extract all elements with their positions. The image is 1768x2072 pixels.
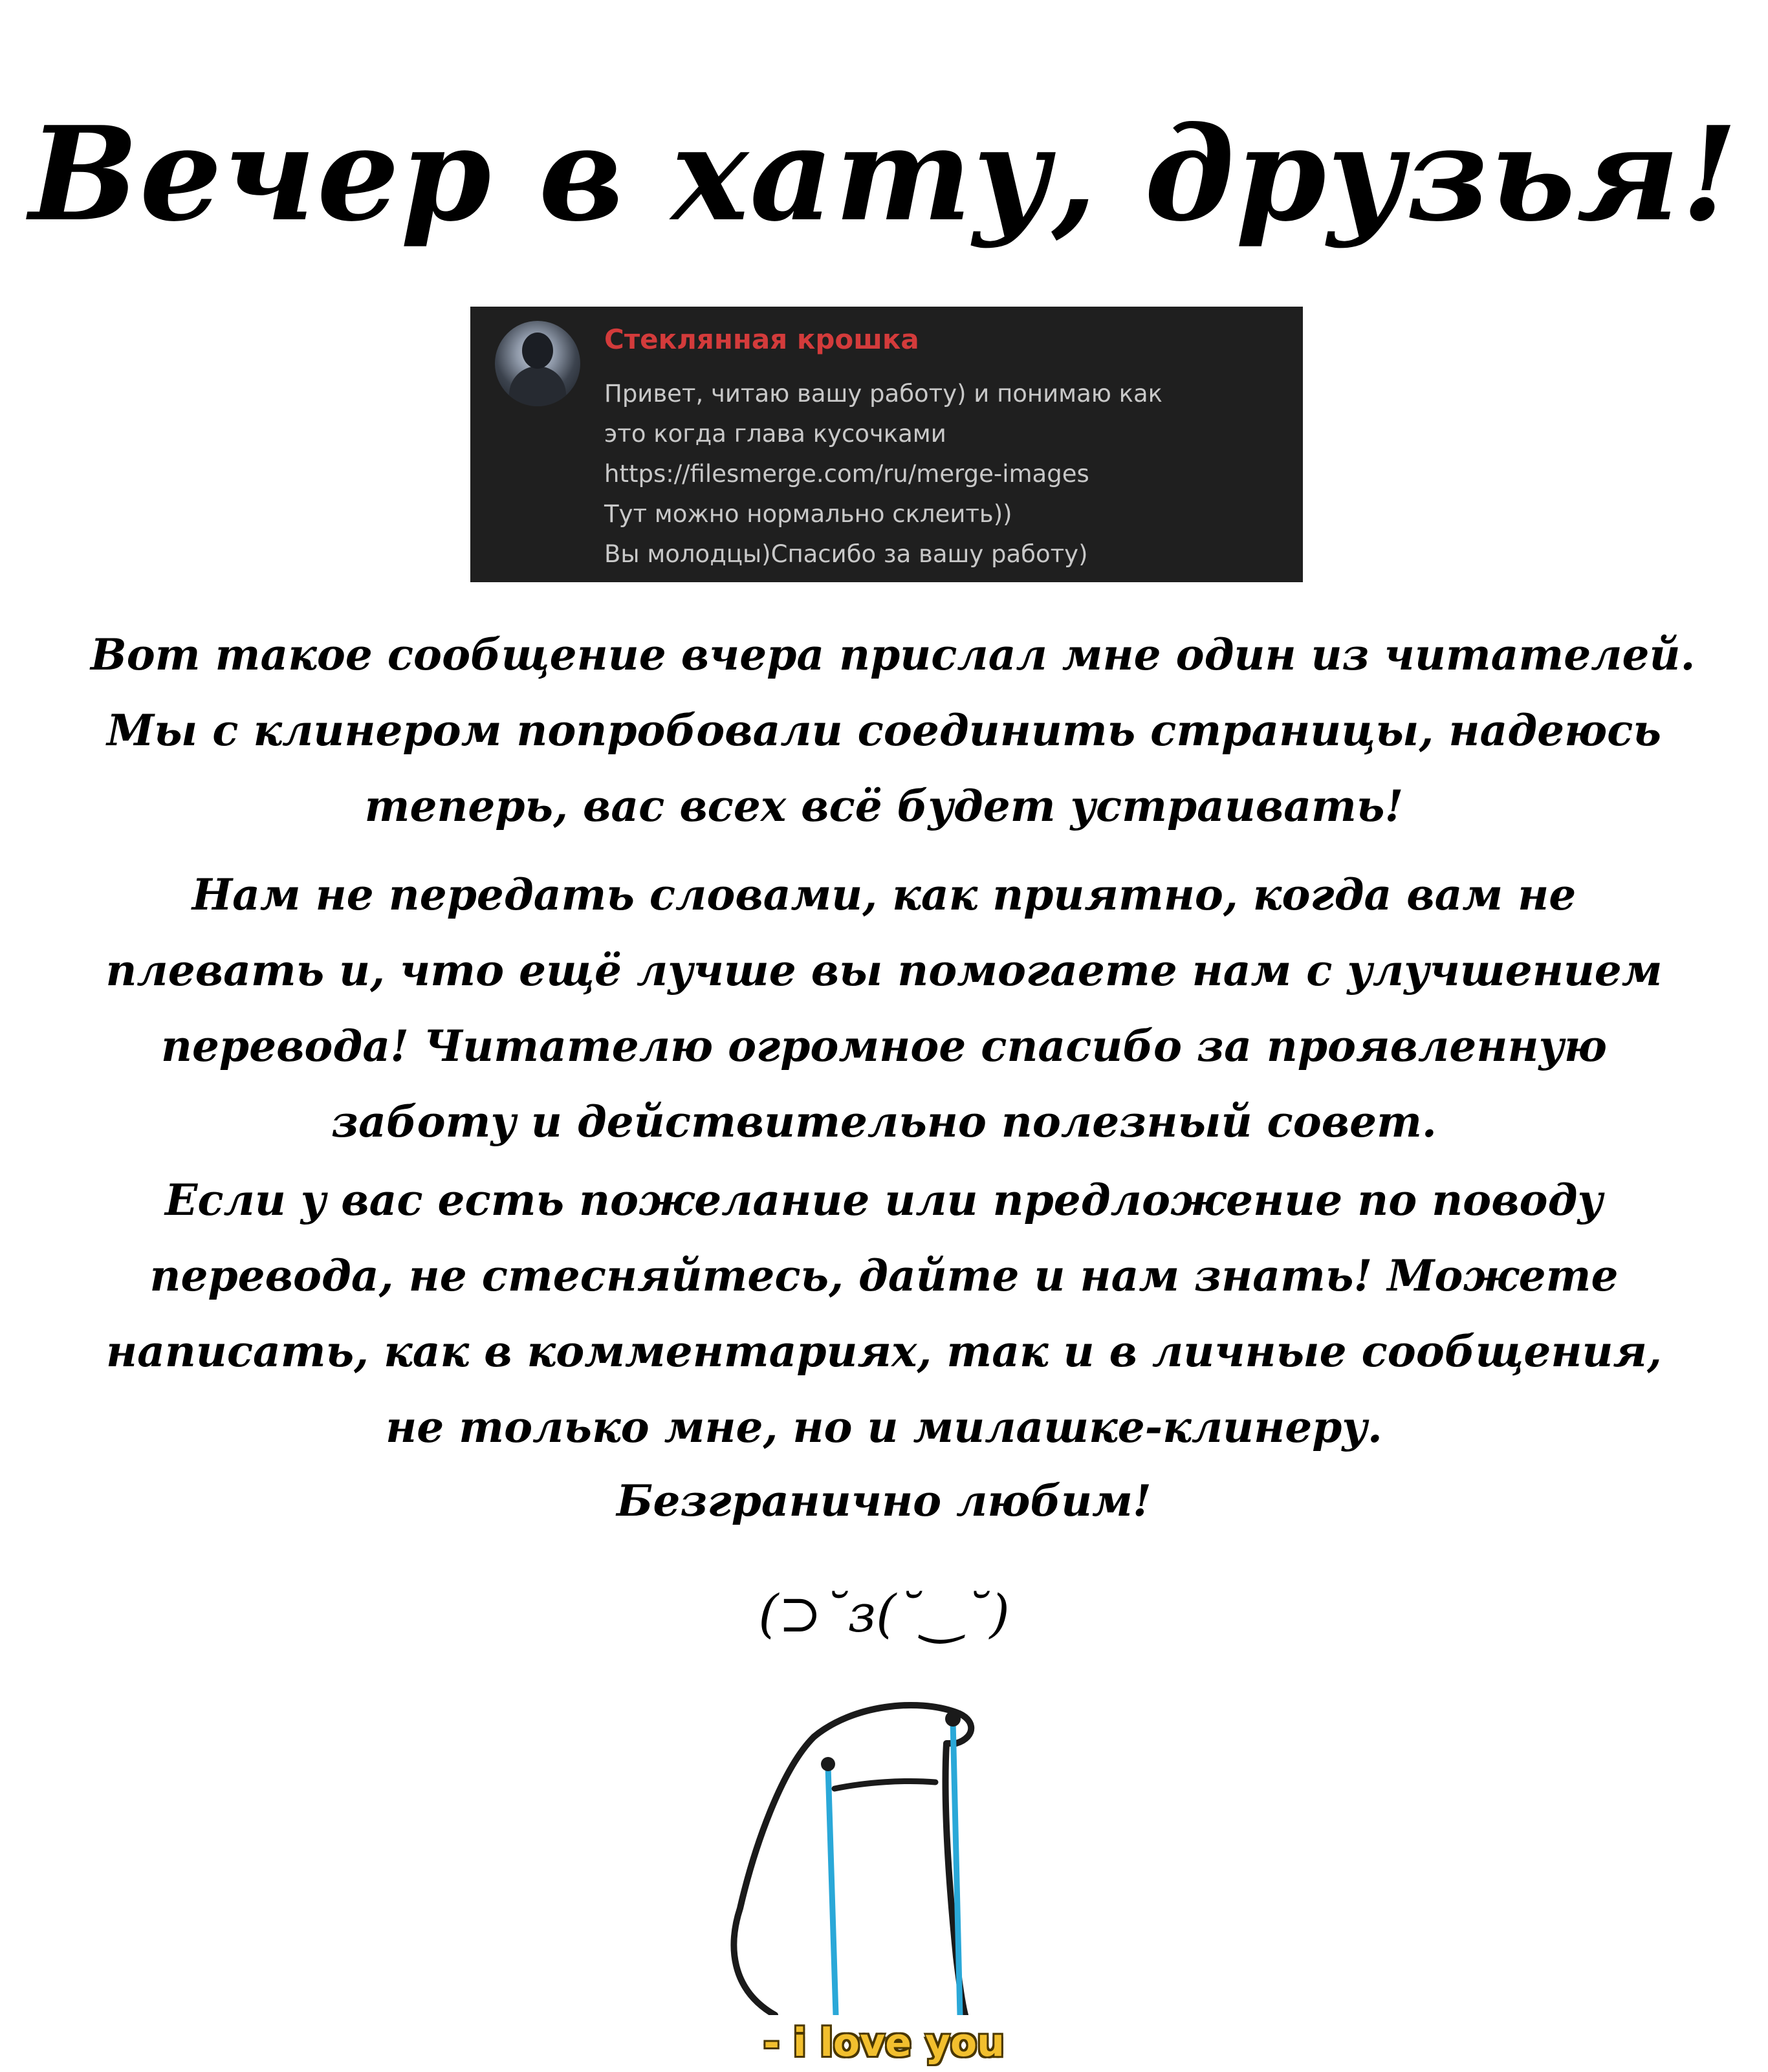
paragraph-line: перевода! Читателю огромное спасибо за проявленную [160,1021,1608,1071]
avatar[interactable] [495,321,580,406]
comment-text [604,374,1162,574]
sticker-background [678,1653,1032,2015]
comment-line: Тут можно нормально склеить)) [604,500,1012,528]
kaomoji-emoticon: (⊃˘з(˘‿˘) [758,1584,1010,1644]
paragraph-line: теперь, вас всех всё будет устраивать! [364,781,1404,831]
paragraph-intro [91,617,1696,844]
paragraph-signoff [91,1463,1677,1539]
sticker-caption: - i love you [763,2020,1005,2066]
paragraph-line: Вот такое сообщение вчера прислал мне один из читателей. [91,629,1696,680]
crying-blob-sticker [678,1653,1032,2015]
paragraph-thanks [91,857,1677,1160]
comment-link: https://filesmerge.com/ru/merge-images [604,460,1089,488]
paragraph-line: перевода, не стесняйтесь, дайте и нам знать! Можете [149,1250,1619,1301]
left-eye [821,1757,835,1771]
paragraph-line: Нам не передать словами, как приятно, когда вам не [191,869,1577,920]
page-title: Вечер в хату, друзья! [28,98,1740,250]
comment-line: Привет, читаю вашу работу) и понимаю как [604,380,1163,408]
comment-line: это когда глава кусочками [604,420,946,448]
paragraph-line: Безгранично любим! [617,1476,1151,1526]
paragraph-line: Мы с клинером попробовали соединить страницы, надеюсь [107,705,1661,756]
paragraph-line: плевать и, что ещё лучше вы помогаете нам с улучшением [105,945,1663,996]
comment-username[interactable]: Стеклянная крошка [604,323,919,355]
avatar-figure-body [509,366,566,406]
comment-line: Вы молодцы)Спасибо за вашу работу) [604,540,1088,568]
paragraph-line: не только мне, но и милашке-клинеру. [386,1402,1382,1452]
comment-card [470,307,1303,582]
paragraph-line: Если у вас есть пожелание или предложение по поводу [165,1175,1603,1225]
right-eye [945,1711,961,1727]
paragraph-line: заботу и действительно полезный совет. [331,1096,1437,1147]
avatar-figure-head [522,333,553,369]
paragraph-suggestions [91,1162,1677,1465]
paragraph-line: написать, как в комментариях, так и в личные сообщения, [106,1326,1662,1377]
